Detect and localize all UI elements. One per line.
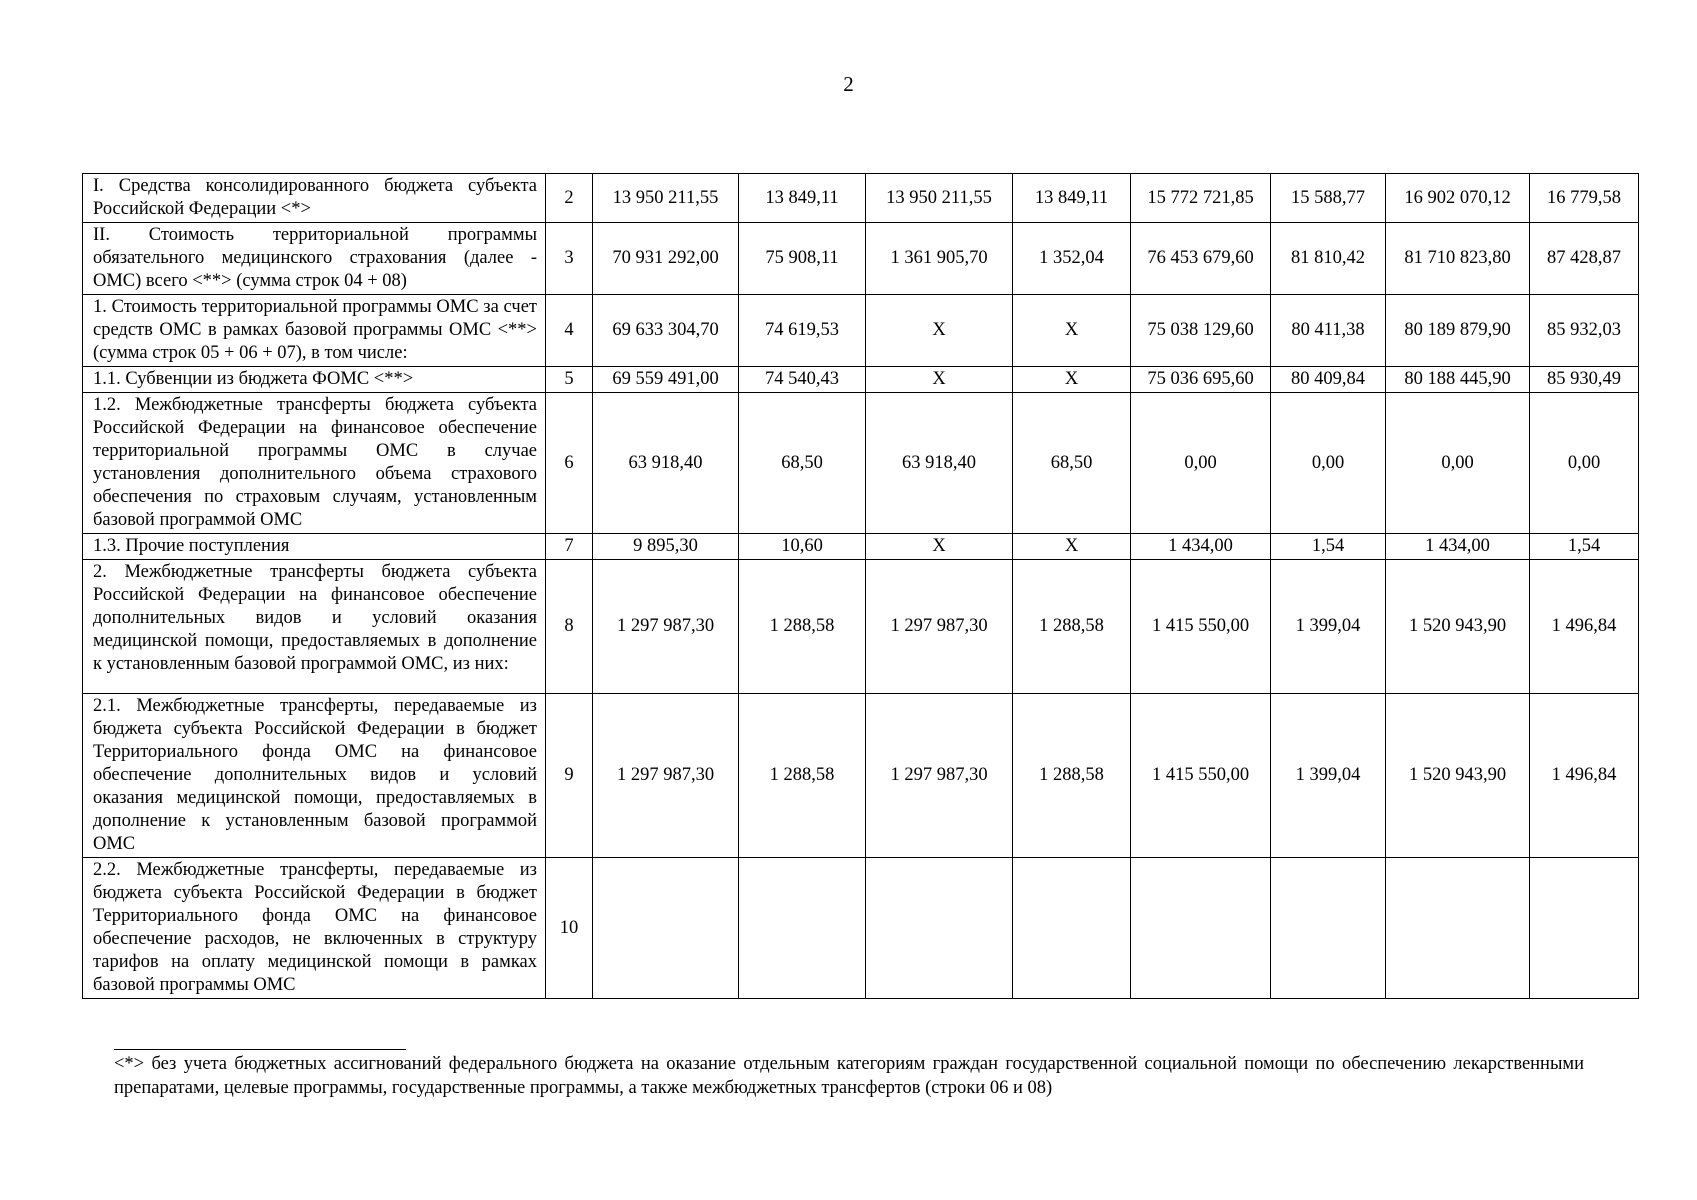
- row-value-cell: 85 932,03: [1530, 295, 1639, 367]
- row-description: 2. Межбюджетные трансферты бюджета субъекта Российской Федерации на финансовое обеспечение дополнительных видов и условий оказания медицинской помощи, предоставляемых в дополнение к установленным базовой программой ОМС, из них:: [83, 560, 546, 694]
- row-value-cell: 1 496,84: [1530, 560, 1639, 694]
- row-value-cell: 68,50: [739, 393, 866, 534]
- row-value-cell: 13 849,11: [1013, 174, 1131, 223]
- row-value-cell: 1 288,58: [739, 694, 866, 858]
- row-value-cell: [1131, 858, 1271, 999]
- row-value-cell: 1 297 987,30: [866, 560, 1013, 694]
- row-value-cell: X: [866, 367, 1013, 393]
- row-value-cell: 69 633 304,70: [593, 295, 739, 367]
- row-value-cell: 68,50: [1013, 393, 1131, 534]
- row-value-cell: 13 950 211,55: [866, 174, 1013, 223]
- table-row: [83, 858, 1639, 999]
- row-value-cell: 75 908,11: [739, 223, 866, 295]
- row-value-cell: 0,00: [1131, 393, 1271, 534]
- row-value-cell: 70 931 292,00: [593, 223, 739, 295]
- row-value-cell: 75 038 129,60: [1131, 295, 1271, 367]
- row-value-cell: 1 297 987,30: [866, 694, 1013, 858]
- row-value-cell: 69 559 491,00: [593, 367, 739, 393]
- row-value-cell: 76 453 679,60: [1131, 223, 1271, 295]
- row-value-cell: 1 399,04: [1271, 694, 1386, 858]
- row-value-cell: 75 036 695,60: [1131, 367, 1271, 393]
- row-line-number: 8: [546, 560, 593, 694]
- row-value-cell: X: [1013, 367, 1131, 393]
- row-value-cell: [1271, 858, 1386, 999]
- row-value-cell: 0,00: [1530, 393, 1639, 534]
- row-value-cell: 63 918,40: [866, 393, 1013, 534]
- row-value-cell: 1 288,58: [739, 560, 866, 694]
- row-description: 1.2. Межбюджетные трансферты бюджета субъекта Российской Федерации на финансовое обеспечение территориальной программы ОМС в случае установления дополнительного объема страхового обеспечения по страховым случаям, установленным базовой программой ОМС: [83, 393, 546, 534]
- row-line-number: 5: [546, 367, 593, 393]
- row-value-cell: [866, 858, 1013, 999]
- table-row: [83, 295, 1639, 367]
- row-value-cell: 85 930,49: [1530, 367, 1639, 393]
- row-value-cell: 80 189 879,90: [1386, 295, 1530, 367]
- row-value-cell: 1 434,00: [1131, 534, 1271, 560]
- row-description: 2.1. Межбюджетные трансферты, передаваемые из бюджета субъекта Российской Федерации в бюджет Территориального фонда ОМС на финансовое обеспечение дополнительных видов и условий оказания медицинской помощи, предоставляемых в дополнение к установленным базовой программой ОМС: [83, 694, 546, 858]
- row-value-cell: 1 297 987,30: [593, 694, 739, 858]
- row-line-number: 6: [546, 393, 593, 534]
- row-value-cell: 0,00: [1386, 393, 1530, 534]
- row-description: 1.3. Прочие поступления: [83, 534, 546, 560]
- row-value-cell: 1 288,58: [1013, 694, 1131, 858]
- row-value-cell: 1 520 943,90: [1386, 560, 1530, 694]
- row-value-cell: 74 540,43: [739, 367, 866, 393]
- row-value-cell: 13 950 211,55: [593, 174, 739, 223]
- row-value-cell: X: [1013, 534, 1131, 560]
- row-value-cell: 1,54: [1271, 534, 1386, 560]
- row-value-cell: 1,54: [1530, 534, 1639, 560]
- row-value-cell: 74 619,53: [739, 295, 866, 367]
- table-row: [83, 560, 1639, 694]
- row-value-cell: 1 496,84: [1530, 694, 1639, 858]
- footnote: <*> без учета бюджетных ассигнований федерального бюджета на оказание отдельным категориям граждан государственной социальной помощи по обеспечению лекарственными препаратами, целевые программы, государственные программы, а также межбюджетных трансфертов (строки 06 и 08): [114, 1054, 1584, 1098]
- table-row: [83, 367, 1639, 393]
- row-value-cell: 87 428,87: [1530, 223, 1639, 295]
- row-value-cell: 1 415 550,00: [1131, 694, 1271, 858]
- row-value-cell: 1 352,04: [1013, 223, 1131, 295]
- row-value-cell: 80 411,38: [1271, 295, 1386, 367]
- row-value-cell: 15 588,77: [1271, 174, 1386, 223]
- row-value-cell: 15 772 721,85: [1131, 174, 1271, 223]
- row-value-cell: 80 409,84: [1271, 367, 1386, 393]
- row-line-number: 3: [546, 223, 593, 295]
- row-line-number: 7: [546, 534, 593, 560]
- row-value-cell: 9 895,30: [593, 534, 739, 560]
- table-row: [83, 393, 1639, 534]
- row-value-cell: X: [866, 534, 1013, 560]
- row-value-cell: 13 849,11: [739, 174, 866, 223]
- row-value-cell: 80 188 445,90: [1386, 367, 1530, 393]
- row-line-number: 9: [546, 694, 593, 858]
- footnote-separator: [114, 1049, 406, 1050]
- table-row: [83, 694, 1639, 858]
- row-value-cell: 81 710 823,80: [1386, 223, 1530, 295]
- row-value-cell: 16 902 070,12: [1386, 174, 1530, 223]
- row-value-cell: 1 361 905,70: [866, 223, 1013, 295]
- page-number: 2: [843, 72, 854, 96]
- row-value-cell: 0,00: [1271, 393, 1386, 534]
- financing-table: [82, 173, 1639, 999]
- table-body: [83, 174, 1639, 999]
- row-value-cell: 1 434,00: [1386, 534, 1530, 560]
- row-description: 1.1. Субвенции из бюджета ФОМС <**>: [83, 367, 546, 393]
- row-value-cell: [593, 858, 739, 999]
- row-value-cell: 1 297 987,30: [593, 560, 739, 694]
- row-description: 1. Стоимость территориальной программы ОМС за счет средств ОМС в рамках базовой программы ОМС <**> (сумма строк 05 + 06 + 07), в том числе:: [83, 295, 546, 367]
- row-line-number: 2: [546, 174, 593, 223]
- row-value-cell: 16 779,58: [1530, 174, 1639, 223]
- row-value-cell: 1 288,58: [1013, 560, 1131, 694]
- row-value-cell: X: [866, 295, 1013, 367]
- table-row: [83, 223, 1639, 295]
- row-value-cell: 1 399,04: [1271, 560, 1386, 694]
- row-line-number: 10: [546, 858, 593, 999]
- table-row: [83, 174, 1639, 223]
- row-value-cell: 10,60: [739, 534, 866, 560]
- row-value-cell: 1 520 943,90: [1386, 694, 1530, 858]
- row-value-cell: 1 415 550,00: [1131, 560, 1271, 694]
- row-value-cell: [1013, 858, 1131, 999]
- row-value-cell: [1530, 858, 1639, 999]
- table-row: [83, 534, 1639, 560]
- row-description: 2.2. Межбюджетные трансферты, передаваемые из бюджета субъекта Российской Федерации в бюджет Территориального фонда ОМС на финансовое обеспечение расходов, не включенных в структуру тарифов на оплату медицинской помощи в рамках базовой программы ОМС: [83, 858, 546, 999]
- row-description: I. Средства консолидированного бюджета субъекта Российской Федерации <*>: [83, 174, 546, 223]
- row-value-cell: 81 810,42: [1271, 223, 1386, 295]
- row-description: II. Стоимость территориальной программы обязательного медицинского страхования (далее - ОМС) всего <**> (сумма строк 04 + 08): [83, 223, 546, 295]
- row-value-cell: 63 918,40: [593, 393, 739, 534]
- row-line-number: 4: [546, 295, 593, 367]
- row-value-cell: [739, 858, 866, 999]
- row-value-cell: [1386, 858, 1530, 999]
- row-value-cell: X: [1013, 295, 1131, 367]
